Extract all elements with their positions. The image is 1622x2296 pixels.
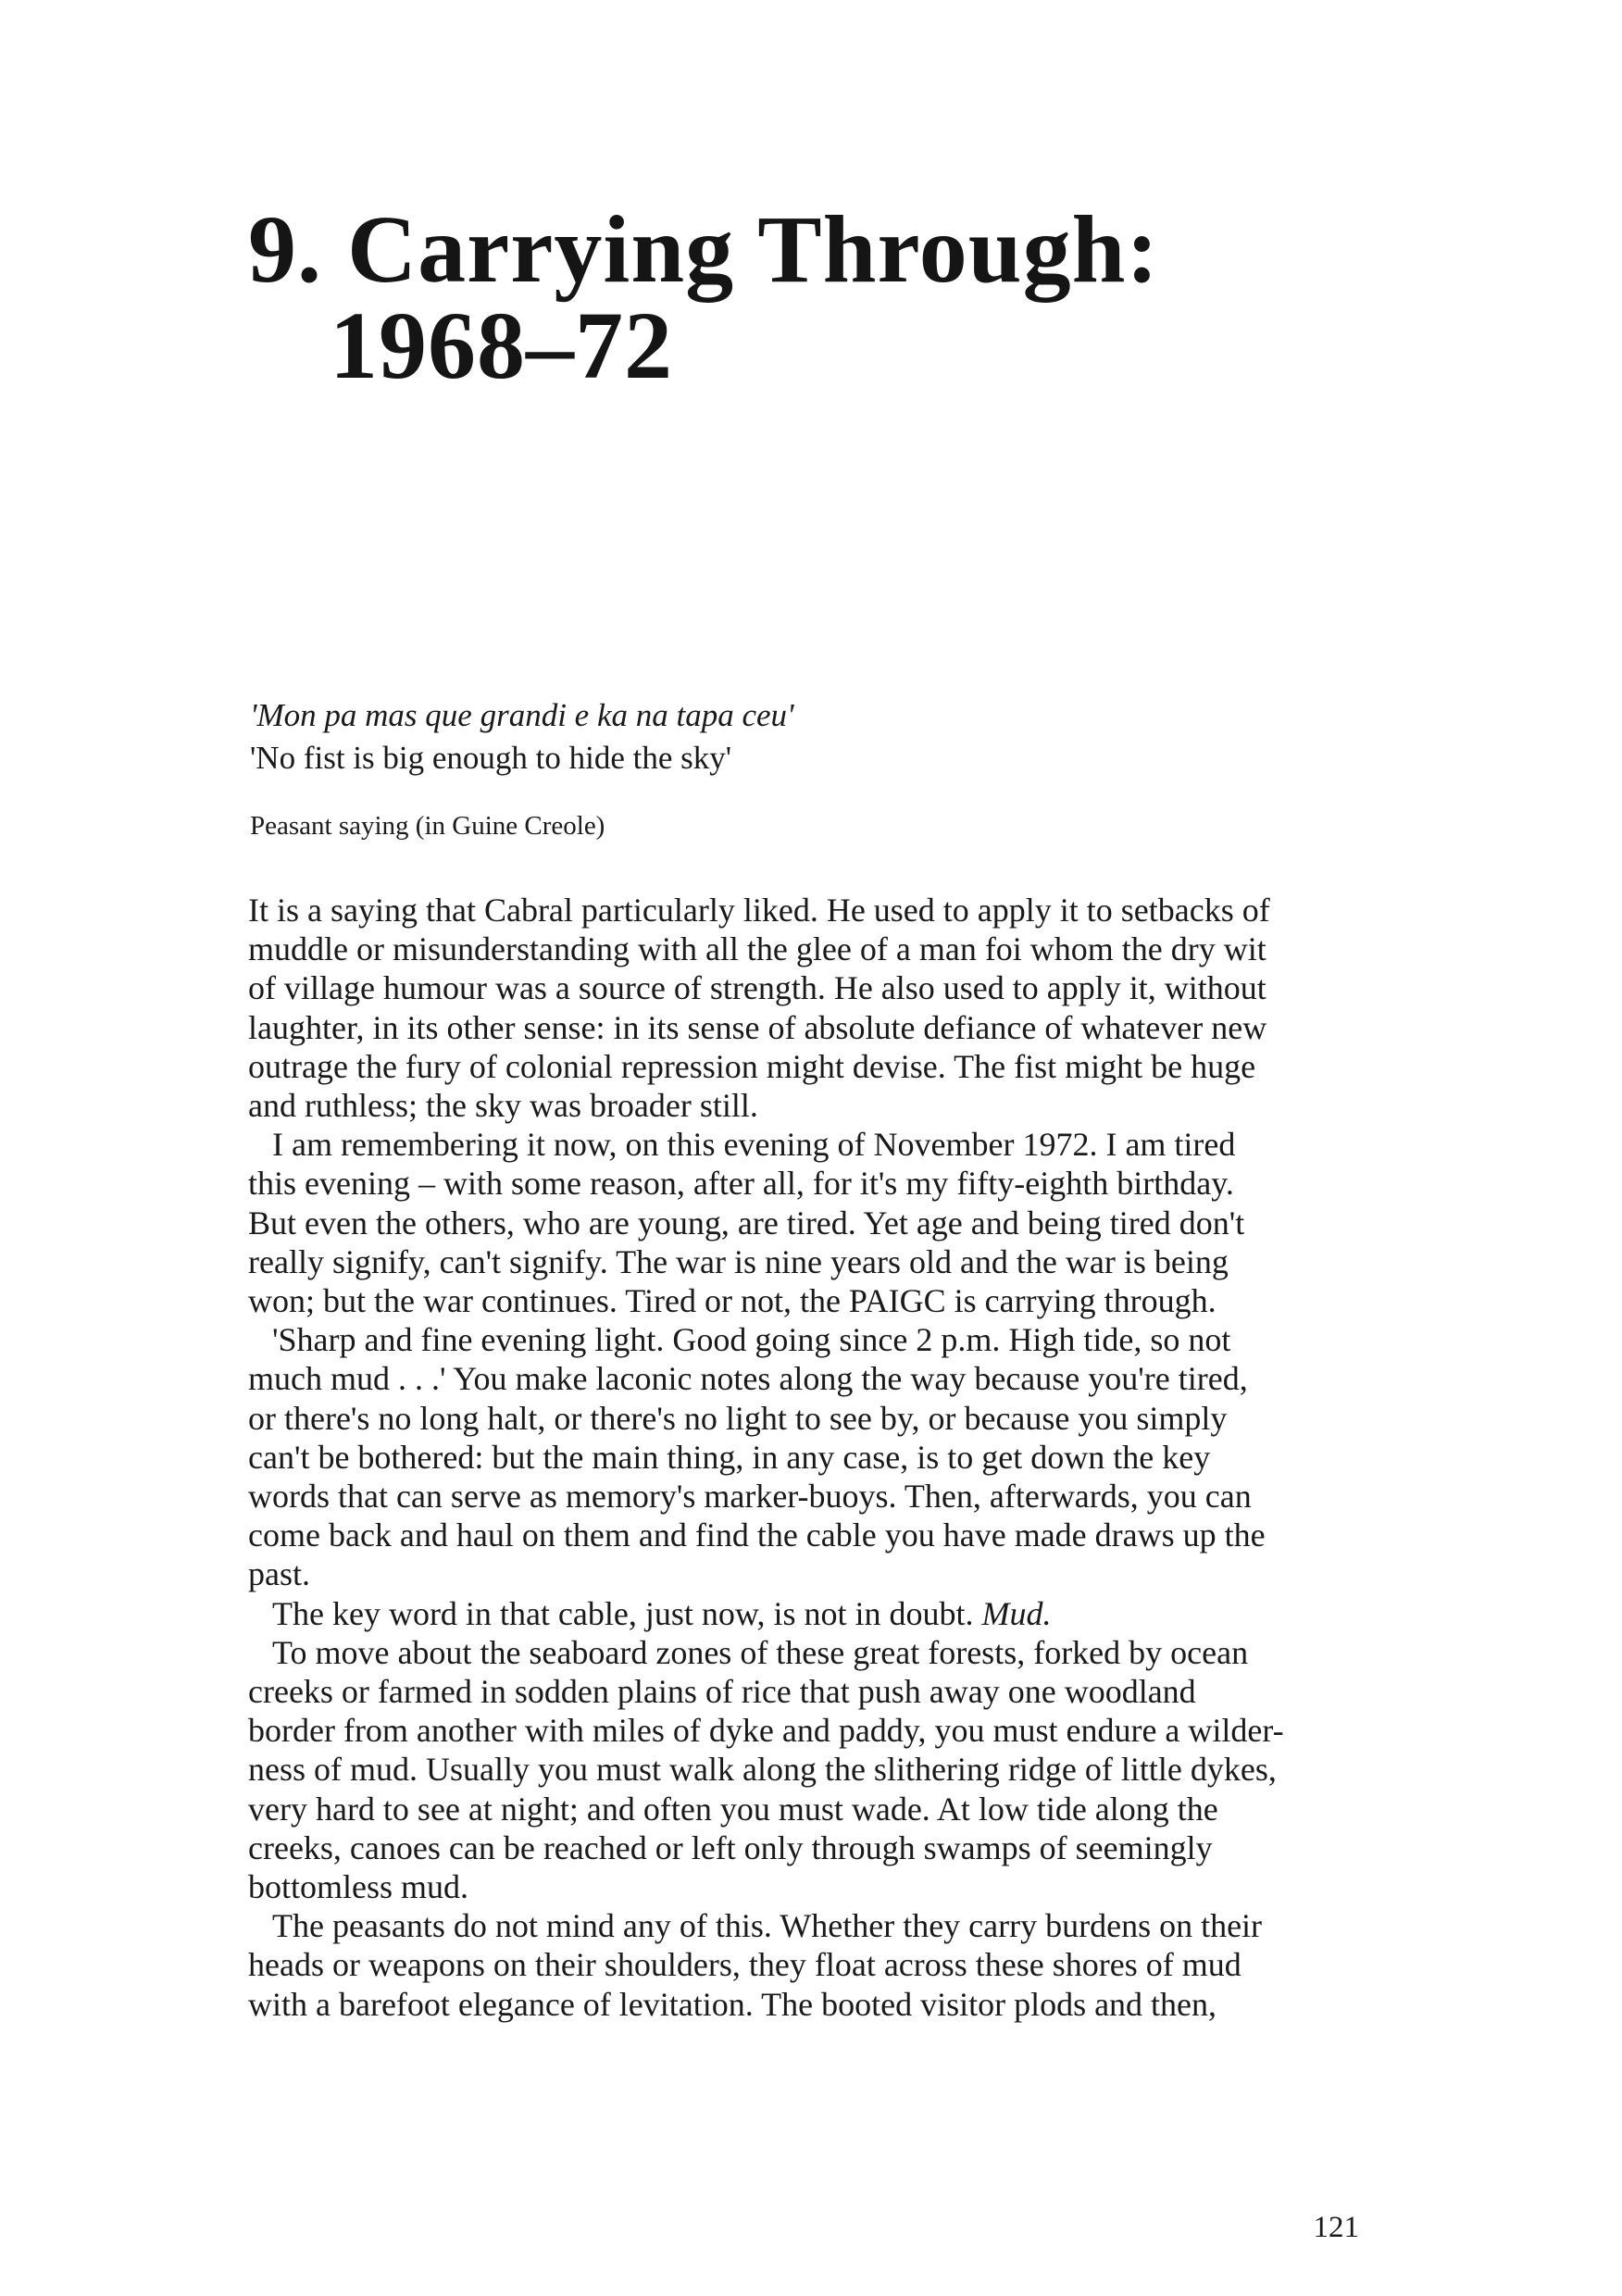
epigraph-source: Peasant saying (in Guine Creole) <box>250 811 605 841</box>
body-line: and ruthless; the sky was broader still. <box>248 1087 758 1125</box>
body-line: come back and haul on them and find the cable you have made draws up the <box>248 1516 1266 1554</box>
body-line: But even the others, who are young, are tired. Yet age and being tired don't <box>248 1204 1245 1242</box>
page-number: 121 <box>1313 2211 1359 2244</box>
body-line: I am remembering it now, on this evening of November 1972. I am tired <box>272 1126 1236 1164</box>
chapter-title-line-1: 9. Carrying Through: <box>248 196 1160 303</box>
body-line: much mud . . .' You make laconic notes along the way because you're tired, <box>248 1360 1248 1398</box>
body-line: of village humour was a source of strength. He also used to apply it, without <box>248 969 1266 1007</box>
epigraph-original: 'Mon pa mas que grandi e ka na tapa ceu' <box>250 697 794 733</box>
body-line: can't be bothered: but the main thing, in any case, is to get down the key <box>248 1438 1211 1476</box>
body-line: creeks, canoes can be reached or left only through swamps of seemingly <box>248 1828 1213 1866</box>
epigraph <box>250 694 1361 842</box>
body-line: this evening – with some reason, after all, for it's my fifty-eighth birthday. <box>248 1165 1234 1203</box>
emphasis-mud: Mud. <box>981 1594 1052 1632</box>
body-line: It is a saying that Cabral particularly liked. He used to apply it to setbacks of <box>248 892 1270 929</box>
body-line: The peasants do not mind any of this. Whether they carry burdens on their <box>272 1907 1263 1945</box>
body-line: or there's no long halt, or there's no light to see by, or because you simply <box>248 1399 1228 1437</box>
chapter-title <box>248 196 1160 399</box>
body-line-text: The key word in that cable, just now, is not in doubt. <box>272 1594 974 1632</box>
body-line: past. <box>248 1555 310 1593</box>
body-line: To move about the seaboard zones of these great forests, forked by ocean <box>272 1633 1249 1671</box>
body-line: laughter, in its other sense: in its sense of absolute defiance of whatever new <box>248 1008 1267 1046</box>
body-line: bottomless mud. <box>248 1868 469 1906</box>
body-line: very hard to see at night; and often you must wade. At low tide along the <box>248 1790 1218 1828</box>
body-line: ness of mud. Usually you must walk along the slithering ridge of little dykes, <box>248 1751 1277 1789</box>
body-line: creeks or farmed in sodden plains of rice that push away one woodland <box>248 1673 1196 1711</box>
body-line: words that can serve as memory's marker-buoys. Then, afterwards, you can <box>248 1478 1252 1516</box>
body-line: with a barefoot elegance of levitation. The booted visitor plods and then, <box>248 1985 1217 2023</box>
body-line: muddle or misunderstanding with all the glee of a man foi whom the dry wit <box>248 930 1266 968</box>
epigraph-translation: 'No fist is big enough to hide the sky' <box>250 740 732 776</box>
chapter-title-line-2: 1968–72 <box>330 293 673 399</box>
body-line: won; but the war continues. Tired or not, the PAIGC is carrying through. <box>248 1282 1216 1320</box>
body-text <box>248 891 1370 2024</box>
body-line <box>248 1594 1370 1633</box>
body-line: really signify, can't signify. The war is nine years old and the war is being <box>248 1242 1229 1280</box>
body-line: 'Sharp and fine evening light. Good going since 2 p.m. High tide, so not <box>272 1321 1231 1359</box>
body-line: border from another with miles of dyke and paddy, you must endure a wilder- <box>248 1712 1284 1750</box>
body-line: heads or weapons on their shoulders, they float across these shores of mud <box>248 1946 1241 1984</box>
body-line: outrage the fury of colonial repression might devise. The fist might be huge <box>248 1047 1256 1085</box>
